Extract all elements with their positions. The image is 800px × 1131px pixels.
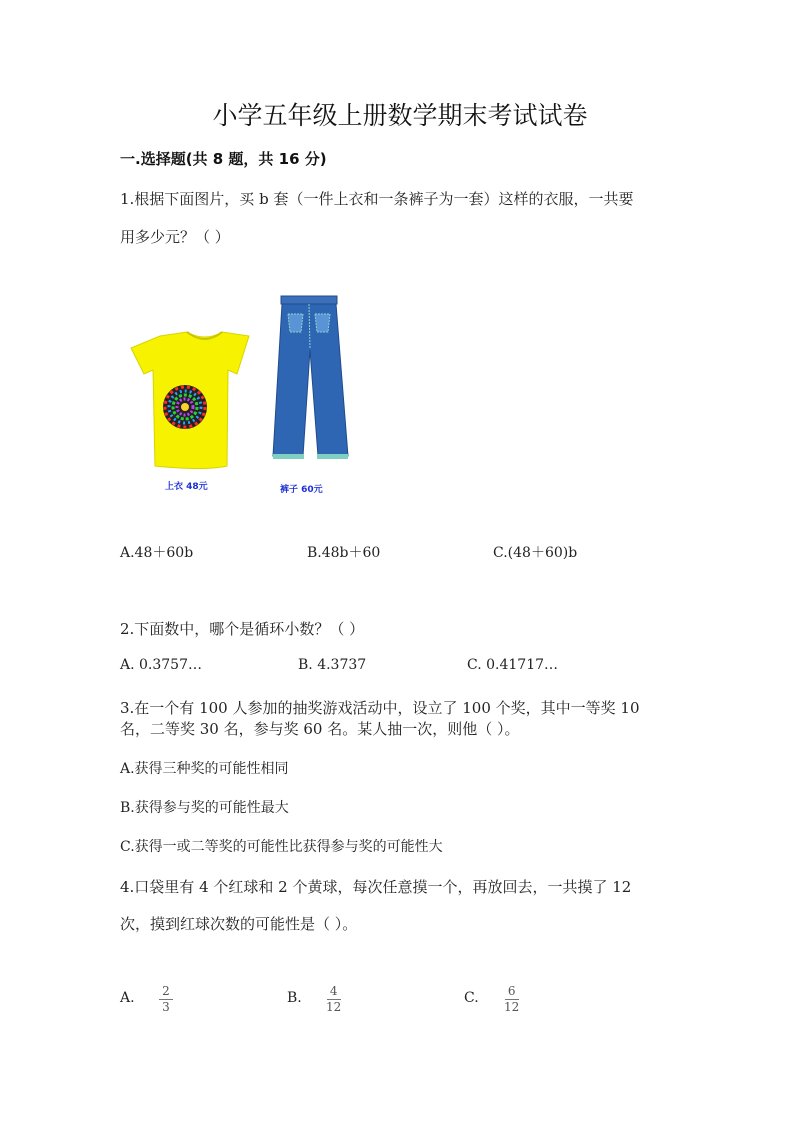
q4-option-b-fraction: [326, 985, 341, 1014]
question-4-line-1: 4.口袋里有 4 个红球和 2 个黄球，每次任意摸一个，再放回去，一共摸了 12: [120, 878, 632, 896]
q3-option-c[interactable]: C.获得一或二等奖的可能性比获得参与奖的可能性大: [120, 839, 443, 855]
fraction-denominator: 3: [162, 1000, 170, 1014]
q2-option-a[interactable]: A. 0.3757…: [120, 657, 202, 673]
question-1-line-1: 1.根据下面图片，买 b 套（一件上衣和一条裤子为一套）这样的衣服，一共要: [120, 190, 634, 208]
q3-option-b[interactable]: B.获得参与奖的可能性最大: [120, 800, 289, 816]
fraction-numerator: 6: [507, 984, 516, 998]
q1-option-c[interactable]: C.(48＋60)b: [493, 545, 578, 561]
question-1-line-2: 用多少元？（ ）: [120, 228, 230, 246]
fraction-numerator: 4: [329, 984, 338, 998]
question-2: 2.下面数中，哪个是循环小数？（ ）: [120, 620, 365, 638]
fraction-denominator: 12: [326, 1000, 342, 1014]
q2-option-b[interactable]: B. 4.3737: [298, 657, 367, 673]
q4-option-b-label[interactable]: B.: [287, 990, 302, 1006]
q1-option-a[interactable]: A.48＋60b: [120, 545, 194, 561]
shirt-caption: 上衣 48元: [165, 482, 208, 492]
q4-option-c-fraction: [504, 985, 519, 1014]
clothing-figure: [125, 290, 365, 500]
section-heading: 一.选择题(共 8 题，共 16 分): [120, 150, 327, 168]
q4-option-a-fraction: [159, 985, 173, 1014]
pants-image: [273, 296, 348, 459]
q4-option-a-label[interactable]: A.: [120, 990, 135, 1006]
question-4-line-2: 次，摸到红球次数的可能性是（ ）。: [120, 915, 358, 933]
page-title: 小学五年级上册数学期末考试试卷: [212, 101, 588, 130]
question-3-line-1: 3.在一个有 100 人参加的抽奖游戏活动中，设立了 100 个奖，其中一等奖 10: [120, 699, 640, 717]
pants-caption: 裤子 60元: [280, 485, 323, 495]
q4-option-c-label[interactable]: C.: [464, 990, 479, 1006]
q3-option-a[interactable]: A.获得三种奖的可能性相同: [120, 761, 289, 777]
shirt-image: [131, 332, 249, 469]
fraction-denominator: 12: [504, 1000, 520, 1014]
fraction-numerator: 2: [162, 984, 170, 998]
q1-option-b[interactable]: B.48b＋60: [307, 545, 381, 561]
q2-option-c[interactable]: C. 0.41717…: [467, 657, 559, 673]
question-3-line-2: 名，二等奖 30 名，参与奖 60 名。某人抽一次，则他（ ）。: [120, 720, 520, 738]
